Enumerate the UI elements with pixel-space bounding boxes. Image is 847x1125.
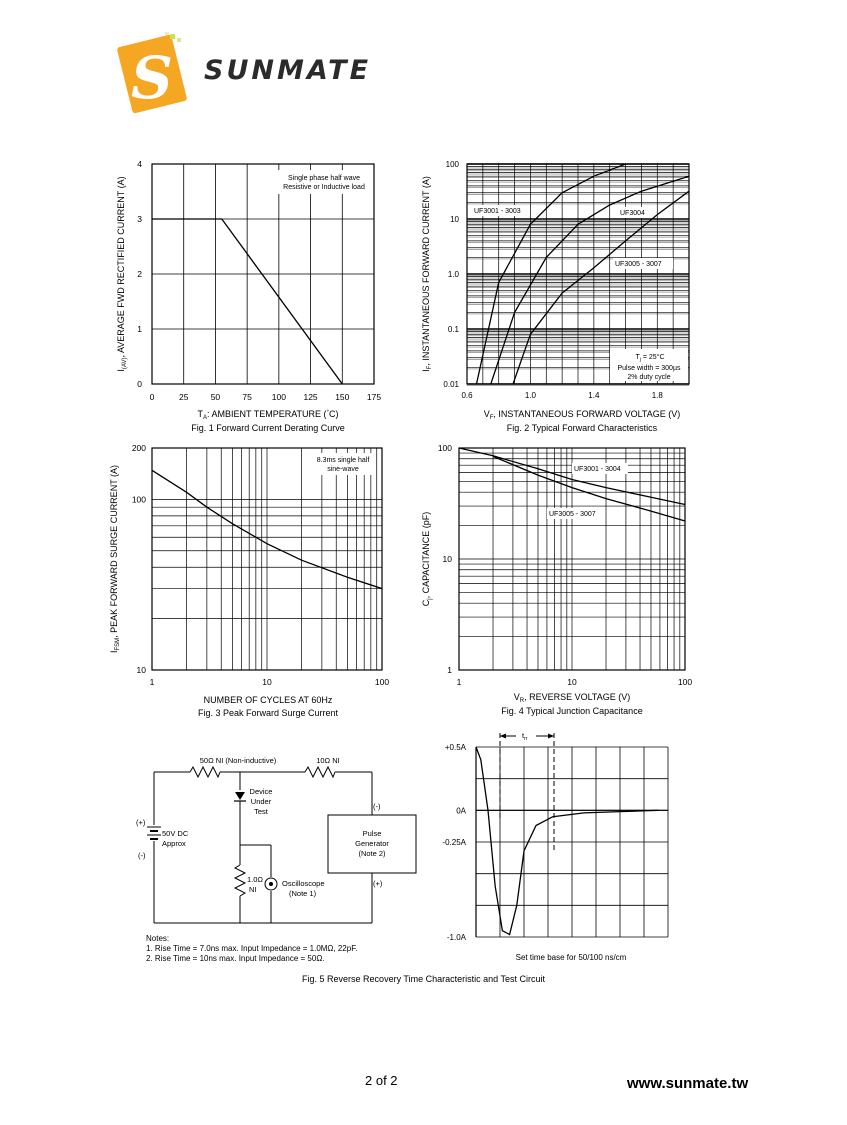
fig4-ytick-label: 100 [437, 443, 452, 453]
fig4-ylabel: $C_j$, CAPACITANCE (pF) [421, 511, 433, 607]
fig2-ylabel: $I_F$, INSTANTANEOUS FORWARD CURRENT (A) [421, 176, 433, 372]
dut-label-1: Device [249, 787, 273, 796]
fig1-annotation-2: Resistive or Inductive load [283, 184, 365, 191]
fig1-grid [152, 164, 374, 384]
fig3-xtick-label: 1 [149, 677, 155, 687]
generator-label-3: (Note 2) [358, 849, 386, 858]
fig4-tick-labels [438, 443, 693, 687]
resistor-50-ohm [190, 767, 220, 777]
fig2-xtick-label: 0.6 [461, 391, 473, 400]
fig5-tick-labels [442, 743, 466, 942]
scope-label-1: Oscilloscope [282, 879, 325, 888]
dut-label-2: Under [250, 797, 272, 806]
battery-minus: (-) [138, 851, 146, 860]
notes-title: Notes: [146, 934, 170, 943]
resistor-10-ohm [305, 767, 335, 777]
fig3-annotation-1: 8.3ms single half [316, 457, 370, 464]
fig5-title: Fig. 5 Reverse Recovery Time Characteristic and Test Circuit [302, 974, 545, 984]
generator-plus: (+) [373, 879, 383, 888]
logo-pixel [177, 38, 181, 42]
r2-label: 10Ω NI [316, 756, 340, 765]
fig2-chart [415, 150, 715, 440]
fig1-xtick-label: 150 [335, 392, 350, 402]
fig2-xtick-label: 1.4 [588, 391, 600, 400]
fig2-ytick-label: 100 [445, 160, 459, 169]
fig1-xtick-label: 175 [366, 392, 382, 402]
fig4-grid [459, 448, 685, 670]
fig3-ytick-label: 200 [131, 443, 146, 453]
r3-label-1: 1.0Ω [247, 875, 264, 884]
fig1-tick-labels [137, 159, 381, 402]
r1-label: 50Ω NI (Non-inductive) [199, 756, 277, 765]
fig4-ytick-label: 10 [442, 554, 452, 564]
fig2-annotation-1: $T_j = 25^\circ C$ [635, 354, 665, 363]
fig5-ytick-label: -1.0A [446, 933, 466, 942]
fig5-series-line [476, 747, 658, 935]
fig1-xtick-label: 25 [178, 392, 189, 402]
page-number: 2 of 2 [365, 1073, 398, 1088]
note-2: 2. Rise Time = 10ns max. Input Impedance = 50Ω. [146, 954, 325, 963]
fig1-ytick-label: 3 [137, 214, 142, 224]
logo-pixel [165, 32, 169, 35]
fig1-chart [100, 150, 400, 440]
fig2-xtick-label: 1.8 [651, 391, 663, 400]
sunmate-logo [110, 32, 194, 118]
fig1-ytick-label: 1 [137, 324, 142, 334]
battery-plus: (+) [136, 818, 146, 827]
trr-label: $t_{rr}$ [522, 731, 528, 742]
fig2-ytick-label: 0.1 [447, 325, 459, 334]
note-1: 1. Rise Time = 7.0ns max. Input Impedance = 1.0MΩ, 22pF. [146, 944, 358, 953]
fig5-series [476, 747, 658, 935]
fig5-xlabel: Set time base for 50/100 ns/cm [515, 953, 627, 962]
fig2-title: Fig. 2 Typical Forward Characteristics [506, 423, 658, 433]
fig3-title: Fig. 3 Peak Forward Surge Current [197, 708, 339, 718]
dut-label-3: Test [254, 807, 268, 816]
fig2-xlabel: $V_F$, INSTANTANEOUS FORWARD VOLTAGE (V) [483, 409, 681, 421]
fig4-title: Fig. 4 Typical Junction Capacitance [501, 706, 643, 716]
fig2-series-label-3: UF3005 - 3007 [615, 261, 662, 268]
fig1-xtick-label: 50 [210, 392, 221, 402]
logo-letter: S [131, 44, 173, 112]
generator-label-1: Pulse [362, 829, 382, 838]
fig2-ytick-label: 1.0 [447, 270, 459, 279]
fig5-grid [476, 747, 668, 937]
fig2-annotation-3: 2% duty cycle [627, 374, 671, 381]
fig3-xtick-label: 100 [374, 677, 390, 687]
r3-label-2: NI [249, 885, 257, 894]
fig2-ytick-label: 0.01 [443, 380, 459, 389]
fig3-xtick-label: 10 [262, 677, 272, 687]
scope-label-2: (Note 1) [289, 889, 317, 898]
fig1-ytick-label: 2 [137, 269, 142, 279]
trr-arrowhead-left [500, 734, 506, 739]
fig1-xtick-label: 125 [303, 392, 318, 402]
fig1-xlabel: $T_A$: AMBIENT TEMPERATURE (°C) [197, 409, 339, 421]
fig1-annotation-1: Single phase half wave [288, 175, 360, 182]
fig4-xlabel: $V_R$, REVERSE VOLTAGE (V) [513, 692, 631, 704]
fig3-grid [152, 448, 382, 670]
fig2-series-label-1: UF3001 - 3003 [474, 208, 521, 215]
fig4-ytick-label: 1 [447, 665, 452, 675]
fig1-ytick-label: 4 [137, 159, 142, 169]
fig4-series-label-2: UF3005 - 3007 [549, 511, 596, 518]
resistor-1-ohm [235, 865, 245, 896]
fig3-ytick-label: 100 [131, 494, 146, 505]
fig4-xtick-label: 1 [456, 677, 462, 687]
fig5-ytick-label: 0A [456, 806, 466, 816]
fig4-series-label-1: UF3001 - 3004 [574, 466, 621, 473]
fig1-xtick-label: 100 [271, 392, 286, 402]
diode-symbol [235, 792, 245, 800]
generator-minus: (-) [373, 802, 381, 811]
fig3-chart [100, 438, 400, 723]
trr-arrowhead-right [548, 734, 554, 739]
fig1-ylabel: $I_{(AV)}$, AVERAGE FWD RECTIFIED CURRENT (A) [116, 176, 128, 372]
fig3-xlabel: NUMBER OF CYCLES AT 60Hz [203, 695, 333, 705]
fig5-ytick-label: +0.5A [444, 743, 466, 752]
fig5-chart [430, 725, 690, 965]
battery-label-1: 50V DC [162, 829, 189, 838]
fig2-xtick-label: 1.0 [524, 391, 536, 400]
fig3-annotation-2: sine-wave [327, 466, 359, 473]
fig4-xtick-label: 100 [677, 677, 693, 687]
fig3-ylabel: $I_{FSM}$, PEAK FORWARD SURGE CURRENT (A) [109, 464, 121, 654]
fig3-tick-labels [132, 443, 390, 687]
brand-name: SUNMATE [204, 55, 372, 86]
test-circuit [130, 745, 430, 975]
fig2-annotation-2: Pulse width = 300µs [617, 365, 681, 372]
generator-label-2: Generator [355, 839, 389, 848]
fig1-xtick-label: 0 [149, 392, 155, 402]
fig3-ytick-label: 10 [136, 665, 146, 675]
oscilloscope-dot [269, 882, 273, 886]
website-url[interactable]: www.sunmate.tw [627, 1075, 749, 1092]
fig4-chart [415, 438, 715, 723]
logo-pixel [170, 34, 175, 39]
fig2-ytick-label: 10 [450, 215, 459, 224]
fig1-title: Fig. 1 Forward Current Derating Curve [191, 423, 345, 433]
battery-label-2: Approx [162, 839, 186, 848]
fig1-ytick-label: 0 [137, 379, 142, 389]
fig4-xtick-label: 10 [567, 677, 577, 687]
fig1-xtick-label: 75 [242, 392, 252, 402]
fig2-series-label-2: UF3004 [620, 210, 645, 217]
fig5-ytick-label: -0.25A [442, 838, 466, 847]
